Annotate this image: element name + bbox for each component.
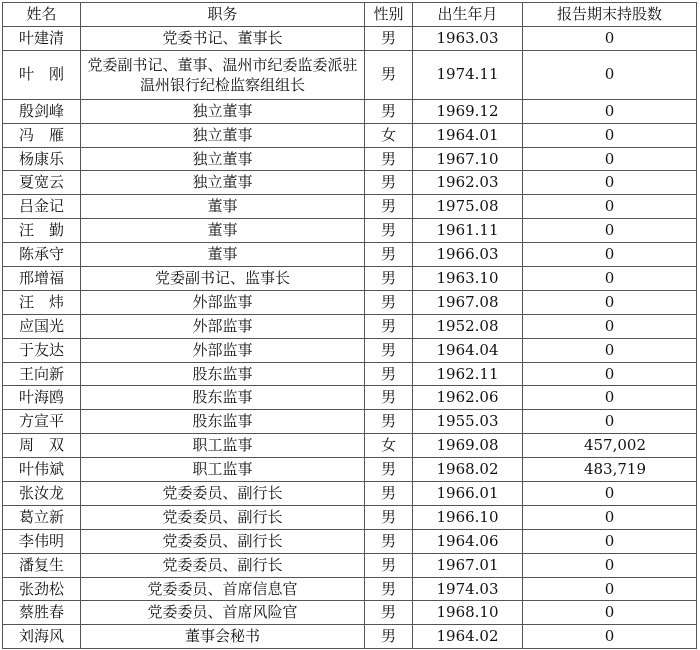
- cell-birth-date: 1964.02: [413, 625, 523, 649]
- cell-position: 外部监事: [81, 338, 365, 362]
- cell-position: 独立董事: [81, 123, 365, 147]
- cell-gender: 男: [365, 99, 413, 123]
- cell-birth-date: 1963.10: [413, 267, 523, 291]
- table-row: [3, 195, 697, 219]
- table-row: [3, 553, 697, 577]
- table-row: [3, 601, 697, 625]
- cell-position: 外部监事: [81, 290, 365, 314]
- cell-shares-held: 0: [523, 243, 697, 267]
- table-row: [3, 123, 697, 147]
- cell-position: 股东监事: [81, 386, 365, 410]
- cell-shares-held: 0: [523, 553, 697, 577]
- table-header-row: [3, 3, 697, 27]
- cell-birth-date: 1966.03: [413, 243, 523, 267]
- cell-gender: 男: [365, 195, 413, 219]
- cell-shares-held: 0: [523, 267, 697, 291]
- header-position: 职务: [81, 3, 365, 27]
- table-row: [3, 171, 697, 195]
- cell-birth-date: 1974.11: [413, 50, 523, 99]
- cell-position: 党委委员、副行长: [81, 505, 365, 529]
- cell-shares-held: 0: [523, 290, 697, 314]
- cell-position: 党委副书记、监事长: [81, 267, 365, 291]
- cell-birth-date: 1969.12: [413, 99, 523, 123]
- table-row: [3, 577, 697, 601]
- cell-shares-held: 0: [523, 99, 697, 123]
- cell-shares-held: 0: [523, 50, 697, 99]
- cell-shares-held: 0: [523, 362, 697, 386]
- cell-birth-date: 1962.11: [413, 362, 523, 386]
- cell-shares-held: 0: [523, 482, 697, 506]
- cell-gender: 男: [365, 553, 413, 577]
- cell-name: 张劲松: [3, 577, 81, 601]
- table-row: [3, 267, 697, 291]
- cell-name: 王向新: [3, 362, 81, 386]
- cell-shares-held: 0: [523, 219, 697, 243]
- table-row: [3, 99, 697, 123]
- cell-name: 汪 炜: [3, 290, 81, 314]
- table-row: [3, 314, 697, 338]
- cell-gender: 男: [365, 147, 413, 171]
- cell-name: 汪 勤: [3, 219, 81, 243]
- cell-birth-date: 1962.03: [413, 171, 523, 195]
- cell-gender: 男: [365, 529, 413, 553]
- cell-birth-date: 1968.10: [413, 601, 523, 625]
- table-row: [3, 529, 697, 553]
- cell-name: 夏宽云: [3, 171, 81, 195]
- table-row: [3, 50, 697, 99]
- cell-gender: 男: [365, 505, 413, 529]
- cell-shares-held: 0: [523, 171, 697, 195]
- cell-birth-date: 1955.03: [413, 410, 523, 434]
- header-shares-held: 报告期末持股数: [523, 3, 697, 27]
- cell-name: 叶建清: [3, 26, 81, 50]
- executive-roster-table: [2, 2, 697, 649]
- table-body: [3, 26, 697, 648]
- cell-name: 蔡胜春: [3, 601, 81, 625]
- cell-position: 党委委员、首席风险官: [81, 601, 365, 625]
- table-row: [3, 625, 697, 649]
- cell-shares-held: 0: [523, 147, 697, 171]
- table-row: [3, 482, 697, 506]
- cell-name: 张汝龙: [3, 482, 81, 506]
- cell-birth-date: 1962.06: [413, 386, 523, 410]
- cell-position: 独立董事: [81, 171, 365, 195]
- table-row: [3, 147, 697, 171]
- cell-position: 董事: [81, 219, 365, 243]
- cell-birth-date: 1967.01: [413, 553, 523, 577]
- cell-position: 党委委员、副行长: [81, 482, 365, 506]
- cell-gender: 男: [365, 171, 413, 195]
- cell-name: 冯 雁: [3, 123, 81, 147]
- cell-shares-held: 0: [523, 314, 697, 338]
- cell-shares-held: 0: [523, 577, 697, 601]
- cell-name: 吕金记: [3, 195, 81, 219]
- cell-name: 陈承守: [3, 243, 81, 267]
- cell-birth-date: 1966.01: [413, 482, 523, 506]
- cell-shares-held: 483,719: [523, 458, 697, 482]
- table-row: [3, 362, 697, 386]
- table-row: [3, 290, 697, 314]
- table-row: [3, 386, 697, 410]
- table-row: [3, 410, 697, 434]
- cell-name: 叶 刚: [3, 50, 81, 99]
- table-row: [3, 243, 697, 267]
- cell-birth-date: 1966.10: [413, 505, 523, 529]
- cell-name: 叶伟斌: [3, 458, 81, 482]
- table-row: [3, 434, 697, 458]
- table-row: [3, 458, 697, 482]
- cell-gender: 男: [365, 410, 413, 434]
- cell-name: 刘海风: [3, 625, 81, 649]
- cell-name: 周 双: [3, 434, 81, 458]
- cell-position: 独立董事: [81, 147, 365, 171]
- cell-shares-held: 0: [523, 123, 697, 147]
- cell-gender: 男: [365, 482, 413, 506]
- cell-name: 叶海鸥: [3, 386, 81, 410]
- cell-gender: 男: [365, 386, 413, 410]
- cell-birth-date: 1964.01: [413, 123, 523, 147]
- cell-shares-held: 0: [523, 195, 697, 219]
- cell-shares-held: 0: [523, 601, 697, 625]
- cell-gender: 男: [365, 577, 413, 601]
- cell-gender: 男: [365, 243, 413, 267]
- table-row: [3, 338, 697, 362]
- cell-position: 董事: [81, 195, 365, 219]
- cell-name: 应国光: [3, 314, 81, 338]
- table-row: [3, 505, 697, 529]
- cell-birth-date: 1968.02: [413, 458, 523, 482]
- header-birth-date: 出生年月: [413, 3, 523, 27]
- table-row: [3, 26, 697, 50]
- header-name: 姓名: [3, 3, 81, 27]
- cell-shares-held: 0: [523, 505, 697, 529]
- cell-gender: 男: [365, 362, 413, 386]
- cell-shares-held: 0: [523, 529, 697, 553]
- cell-name: 殷剑峰: [3, 99, 81, 123]
- cell-shares-held: 0: [523, 410, 697, 434]
- cell-position: 独立董事: [81, 99, 365, 123]
- cell-gender: 男: [365, 267, 413, 291]
- cell-position: 股东监事: [81, 410, 365, 434]
- cell-position: 职工监事: [81, 458, 365, 482]
- table-row: [3, 219, 697, 243]
- cell-position: 董事: [81, 243, 365, 267]
- cell-birth-date: 1967.08: [413, 290, 523, 314]
- cell-gender: 女: [365, 434, 413, 458]
- cell-position: 股东监事: [81, 362, 365, 386]
- cell-gender: 女: [365, 123, 413, 147]
- cell-gender: 男: [365, 219, 413, 243]
- cell-gender: 男: [365, 314, 413, 338]
- cell-position: 党委副书记、董事、温州市纪委监委派驻温州银行纪检监察组组长: [81, 50, 365, 99]
- cell-birth-date: 1964.06: [413, 529, 523, 553]
- cell-name: 于友达: [3, 338, 81, 362]
- cell-birth-date: 1952.08: [413, 314, 523, 338]
- cell-name: 潘复生: [3, 553, 81, 577]
- cell-position: 职工监事: [81, 434, 365, 458]
- cell-birth-date: 1969.08: [413, 434, 523, 458]
- cell-name: 葛立新: [3, 505, 81, 529]
- cell-name: 杨康乐: [3, 147, 81, 171]
- cell-birth-date: 1975.08: [413, 195, 523, 219]
- cell-position: 外部监事: [81, 314, 365, 338]
- cell-shares-held: 0: [523, 338, 697, 362]
- cell-position: 董事会秘书: [81, 625, 365, 649]
- cell-position: 党委委员、首席信息官: [81, 577, 365, 601]
- header-gender: 性别: [365, 3, 413, 27]
- cell-name: 方宣平: [3, 410, 81, 434]
- cell-position: 党委书记、董事长: [81, 26, 365, 50]
- cell-shares-held: 457,002: [523, 434, 697, 458]
- cell-birth-date: 1974.03: [413, 577, 523, 601]
- cell-shares-held: 0: [523, 386, 697, 410]
- cell-gender: 男: [365, 26, 413, 50]
- cell-name: 李伟明: [3, 529, 81, 553]
- cell-shares-held: 0: [523, 625, 697, 649]
- cell-birth-date: 1964.04: [413, 338, 523, 362]
- cell-birth-date: 1963.03: [413, 26, 523, 50]
- cell-birth-date: 1967.10: [413, 147, 523, 171]
- cell-gender: 男: [365, 50, 413, 99]
- cell-gender: 男: [365, 290, 413, 314]
- cell-gender: 男: [365, 338, 413, 362]
- cell-position: 党委委员、副行长: [81, 553, 365, 577]
- cell-position: 党委委员、副行长: [81, 529, 365, 553]
- cell-birth-date: 1961.11: [413, 219, 523, 243]
- cell-shares-held: 0: [523, 26, 697, 50]
- cell-name: 邢增福: [3, 267, 81, 291]
- cell-gender: 男: [365, 625, 413, 649]
- cell-gender: 男: [365, 458, 413, 482]
- cell-gender: 男: [365, 601, 413, 625]
